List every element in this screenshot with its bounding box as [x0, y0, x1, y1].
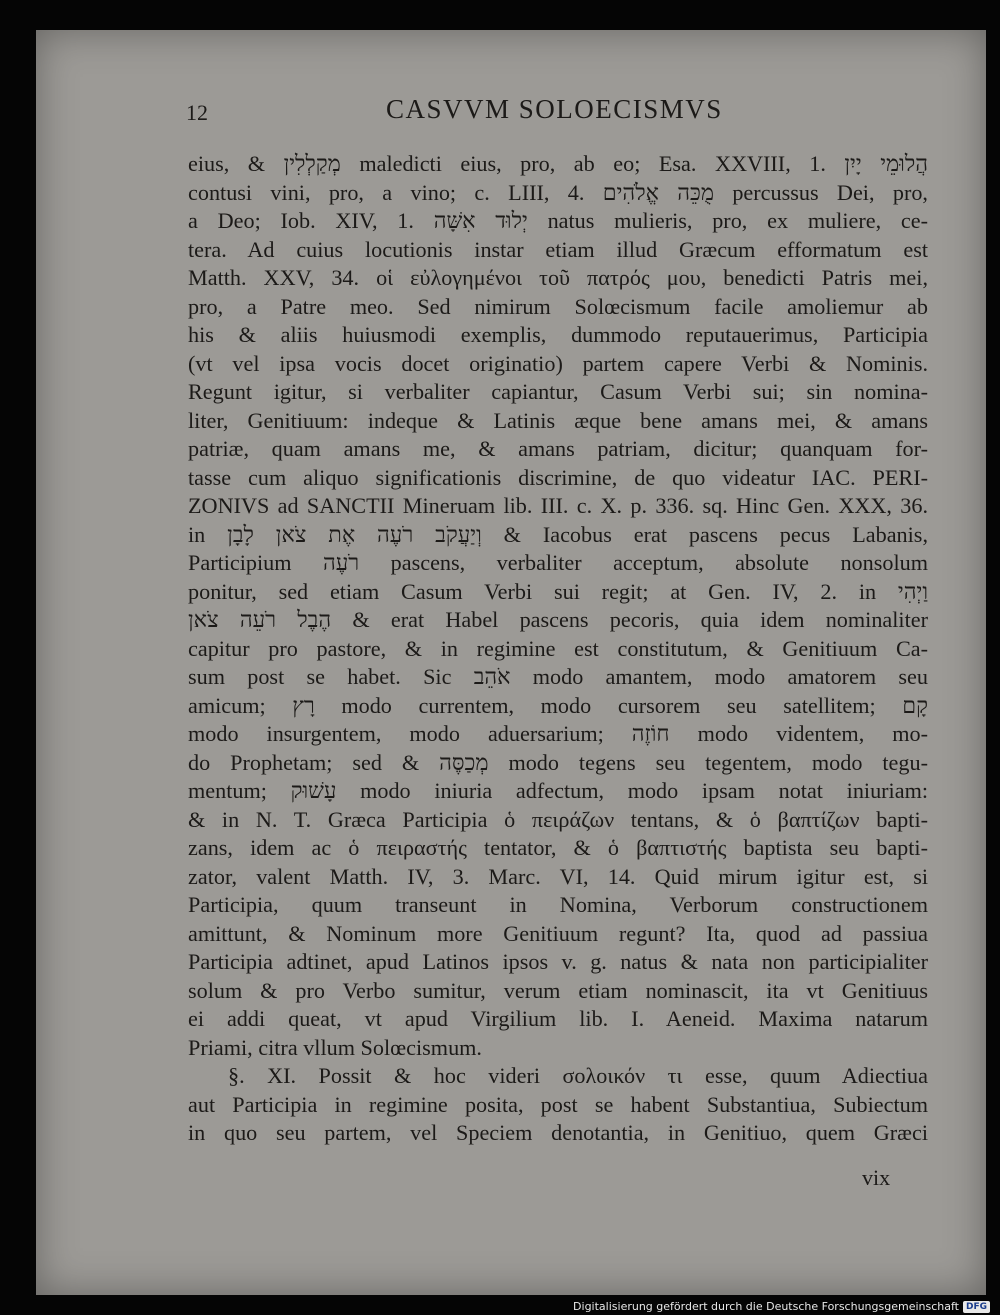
text-line: amittunt, & Nominum more Genitiuum regunt? Ita, quod ad passiua: [188, 920, 928, 946]
text-line: zator, valent Matth. IV, 3. Marc. VI, 14. Quid mirum igitur est, si: [188, 863, 928, 889]
dfg-logo: DFG: [963, 1301, 990, 1313]
text-line: Priami, citra vllum Solœcismum.: [188, 1034, 482, 1060]
text-line: solum & pro Verbo sumitur, verum etiam nominascit, ita vt Genitiuus: [188, 977, 928, 1003]
text-line: §. XI. Possit & hoc videri σολοικόν τι esse, quum Adiectiua: [228, 1063, 928, 1088]
text-line: ponitur, sed etiam Casum Verbi sui regit; at Gen. IV, 2. in וַיְהִי: [188, 578, 928, 604]
text-line: aut Participia in regimine posita, post se habent Substantiua, Subiectum: [188, 1091, 928, 1117]
text-line: & in N. T. Græca Participia ὁ πειράζων tentans, & ὁ βαπτίζων bapti-: [188, 806, 928, 832]
text-line: patriæ, quam amans me, & amans patriam, dicitur; quanquam for-: [188, 436, 928, 461]
text-line: capitur pro pastore, & in regimine est constitutum, & Genitiuum Ca-: [188, 635, 928, 661]
text-line: Regunt igitur, si verbaliter capiantur, Casum Verbi sui; sin nomina-: [188, 379, 928, 404]
text-line: Participia, quum transeunt in Nomina, Verborum constructionem: [188, 892, 928, 917]
page-number: 12: [186, 100, 208, 125]
text-line: in וְיַעֲקֹב רֹעֶה אֶת צֹאן לָבָן & Iacobus erat pascens pecus Labanis,: [188, 521, 928, 547]
book-page: [36, 30, 986, 1295]
text-line: amicum; רָץ modo currentem, modo cursorem seu satellitem; קָם: [188, 692, 928, 718]
text-line: (vt vel ipsa vocis docet originatio) partem capere Verbi & Nominis.: [188, 350, 928, 376]
text-line: contusi vini, pro, a vino; c. LIII, 4. מֻכֵּה אֱלֹהִים percussus Dei, pro,: [188, 179, 928, 205]
text-line: his & aliis huiusmodi exemplis, dummodo reputauerimus, Participia: [188, 322, 928, 347]
text-line: pro, a Patre meo. Sed nimirum Solœcismum facile amoliemur ab: [188, 293, 928, 319]
text-line: sum post se habet. Sic אֹהֵב modo amantem, modo amatorem seu: [188, 664, 928, 689]
page-header: [36, 94, 986, 134]
text-line: ZONIVS ad SANCTII Mineruam lib. III. c. X. p. 336. sq. Hinc Gen. XXX, 36.: [188, 493, 928, 518]
catchword: vix: [862, 1165, 891, 1190]
running-title: CASVVM SOLOECISMVS: [386, 94, 723, 124]
funding-credit: Digitalisierung gefördert durch die Deutsche Forschungsgemeinschaft: [573, 1300, 959, 1313]
body-text: [188, 150, 928, 1148]
footer: [573, 1300, 990, 1313]
text-line: zans, idem ac ὁ πειραστής tentator, & ὁ βαπτιστής baptista seu bapti-: [188, 835, 928, 860]
text-line: liter, Genitiuum: indeque & Latinis æque bene amans mei, & amans: [188, 407, 928, 433]
text-line: הֶבֶל רֹעֵה צֹאן & erat Habel pascens pecoris, quia idem nominaliter: [188, 607, 928, 632]
text-line: eius, & מְקַלְלִין maledicti eius, pro, ab eo; Esa. XXVIII, 1. הֲלוּמֵי יָיִן: [188, 151, 928, 176]
text-line: do Prophetam; sed & מְכַסֶּה modo tegens seu tegentem, modo tegu-: [188, 749, 928, 775]
text-line: tasse cum aliquo significationis discrimine, de quo videatur IAC. PERI-: [188, 464, 928, 490]
text-line: modo insurgentem, modo aduersarium; חוֹזֶה modo videntem, mo-: [188, 721, 928, 746]
text-line: Matth. XXV, 34. οἱ εὐλογημένοι τοῦ πατρός μου, benedicti Patris mei,: [188, 265, 928, 290]
text-line: tera. Ad cuius locutionis instar etiam illud Græcum efformatum est: [188, 236, 928, 262]
text-line: Participium רֹעֶה pascens, verbaliter acceptum, absolute nonsolum: [188, 550, 928, 575]
text-line: a Deo; Iob. XIV, 1. יְלוּד אִשָּׁה natus mulieris, pro, ex muliere, ce-: [188, 208, 928, 233]
text-line: in quo seu partem, vel Speciem denotantia, in Genitiuo, quem Græci: [188, 1120, 928, 1145]
text-line: ei addi queat, vt apud Virgilium lib. I. Aeneid. Maxima natarum: [188, 1006, 928, 1031]
text-line: Participia adtinet, apud Latinos ipsos v. g. natus & nata non participialiter: [188, 949, 928, 974]
text-line: mentum; עָשׁוּק modo iniuria adfectum, modo ipsam notat iniuriam:: [188, 778, 928, 803]
